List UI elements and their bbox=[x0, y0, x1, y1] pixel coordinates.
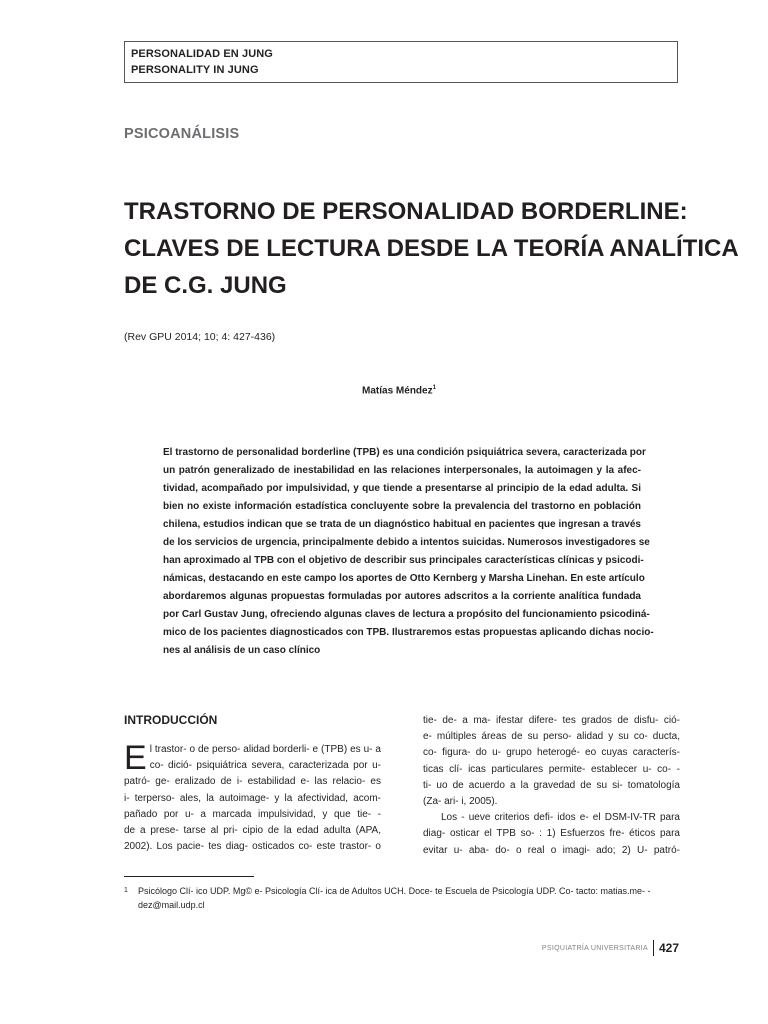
abstract bbox=[163, 444, 654, 660]
abstract-line: abordaremos algunas propuestas formuladas por autores adscritos a la corriente analítica fundada bbox=[163, 591, 641, 602]
title-line-3: DE C.G. JUNG bbox=[124, 272, 287, 299]
abstract-line: tividad, acompañado por impulsividad, y que tiende a presentarse al principio de la edad adulta. Si bbox=[163, 483, 641, 494]
running-header-box bbox=[124, 41, 678, 83]
body-line: ti- uo de acuerdo a la gravedad de su si- tomatología bbox=[423, 779, 680, 791]
footnote-divider bbox=[124, 876, 254, 877]
page-number: 427 bbox=[658, 941, 679, 955]
abstract-line: nes al análisis de un caso clínico bbox=[163, 645, 321, 656]
article-title bbox=[124, 193, 739, 304]
footnote-text-line-2: dez@mail.udp.cl bbox=[138, 900, 205, 910]
footnote bbox=[124, 884, 684, 912]
body-line: evitar u- aba- do- o real o imagi- ado; 2) U- patró- bbox=[423, 844, 680, 856]
abstract-line: bien no existe información estadística concluyente sobre la prevalencia del trastorno en población bbox=[163, 501, 641, 512]
abstract-line: námicas, destacando en este campo los aportes de Otto Kernberg y Marsha Linehan. En este artículo bbox=[163, 573, 645, 584]
body-line: tie- de- a ma- ifestar difere- tes grados de disfu- ció- bbox=[423, 715, 680, 726]
body-line: co- dició- psiquiátrica severa, caracterizada por u- bbox=[149, 760, 381, 772]
body-line: pañado por u- a marcada impulsividad, y que tie- - bbox=[124, 808, 381, 820]
body-column-left bbox=[124, 739, 381, 855]
section-label: PSICOANÁLISIS bbox=[124, 126, 240, 142]
journal-name: PSIQUIATRÍA UNIVERSITARIA bbox=[541, 944, 648, 952]
running-header-english: PERSONALITY IN JUNG bbox=[131, 64, 259, 76]
abstract-line: han aproximado al TPB con el objetivo de describir sus principales características clínicas y psicodi- bbox=[163, 555, 644, 566]
body-line: 2002). Los pacie- tes diag- osticados co- este trastor- o bbox=[124, 841, 381, 853]
abstract-line: chilena, estudios indican que se trata de un diagnóstico habitual en pacientes que ingresan a través bbox=[163, 519, 641, 530]
body-line: diag- osticar el TPB so- : 1) Esfuerzos fre- éticos para bbox=[423, 828, 680, 840]
drop-cap: E bbox=[124, 739, 147, 777]
abstract-line: un patrón generalizado de inestabilidad en las relaciones interpersonales, la autoimagen y la afec- bbox=[163, 465, 641, 476]
body-line: i- terperso- ales, la autoimage- y la afectividad, acom- bbox=[124, 792, 381, 804]
body-line: patró- ge- eralizado de i- estabilidad e- las relacio- es bbox=[124, 776, 381, 788]
body-line: de a prese- tarse al pri- cipio de la edad adulta (APA, bbox=[124, 825, 381, 837]
author-name: Matías Méndez bbox=[362, 385, 433, 397]
page-footer bbox=[542, 940, 679, 956]
title-line-1: TRASTORNO DE PERSONALIDAD BORDERLINE: bbox=[124, 198, 688, 225]
body-column-right bbox=[423, 713, 680, 859]
body-line: co- figura- do u- grupo heterogé- eo cuyas caracterís- bbox=[423, 747, 680, 759]
author bbox=[0, 385, 768, 396]
abstract-line: de los servicios de urgencia, principalmente debido a intentos suicidas. Numerosos investigadores se bbox=[163, 537, 650, 548]
citation: (Rev GPU 2014; 10; 4: 427-436) bbox=[124, 331, 276, 343]
running-header-spanish: PERSONALIDAD EN JUNG bbox=[131, 48, 273, 60]
footer-separator bbox=[653, 940, 654, 956]
body-line: Los - ueve criterios defi- idos e- el DSM-IV-TR para bbox=[441, 812, 680, 824]
body-line: l trastor- o de perso- alidad borderli- e (TPB) es u- a bbox=[149, 744, 381, 755]
body-line: (Za- ari- i, 2005). bbox=[423, 796, 498, 808]
title-line-2: CLAVES DE LECTURA DESDE LA TEORÍA ANALÍTICA bbox=[124, 235, 739, 262]
abstract-line: por Carl Gustav Jung, ofreciendo algunas claves de lectura a propósito del funcionamiento psicodiná- bbox=[163, 609, 650, 620]
abstract-line: mico de los pacientes diagnosticados con TPB. Ilustraremos estas propuestas aplicando dichas nocio- bbox=[163, 627, 654, 638]
footnote-text-line-1: Psicólogo Clí- ico UDP. Mg© e- Psicología Clí- ica de Adultos UCH. Doce- te Escuela de Psicología UDP. Co- tacto: matias.me- - bbox=[138, 886, 651, 896]
abstract-line: El trastorno de personalidad borderline (TPB) es una condición psiquiátrica severa, caracterizada por bbox=[163, 447, 646, 458]
author-footnote-marker: 1 bbox=[432, 385, 436, 391]
footnote-number: 1 bbox=[124, 887, 128, 894]
body-line: e- múltiples áreas de su perso- alidad y su co- ducta, bbox=[423, 731, 680, 743]
body-line: ticas clí- icas particulares permite- establecer u- co- - bbox=[423, 763, 680, 775]
introduction-heading: INTRODUCCIÓN bbox=[124, 713, 218, 727]
